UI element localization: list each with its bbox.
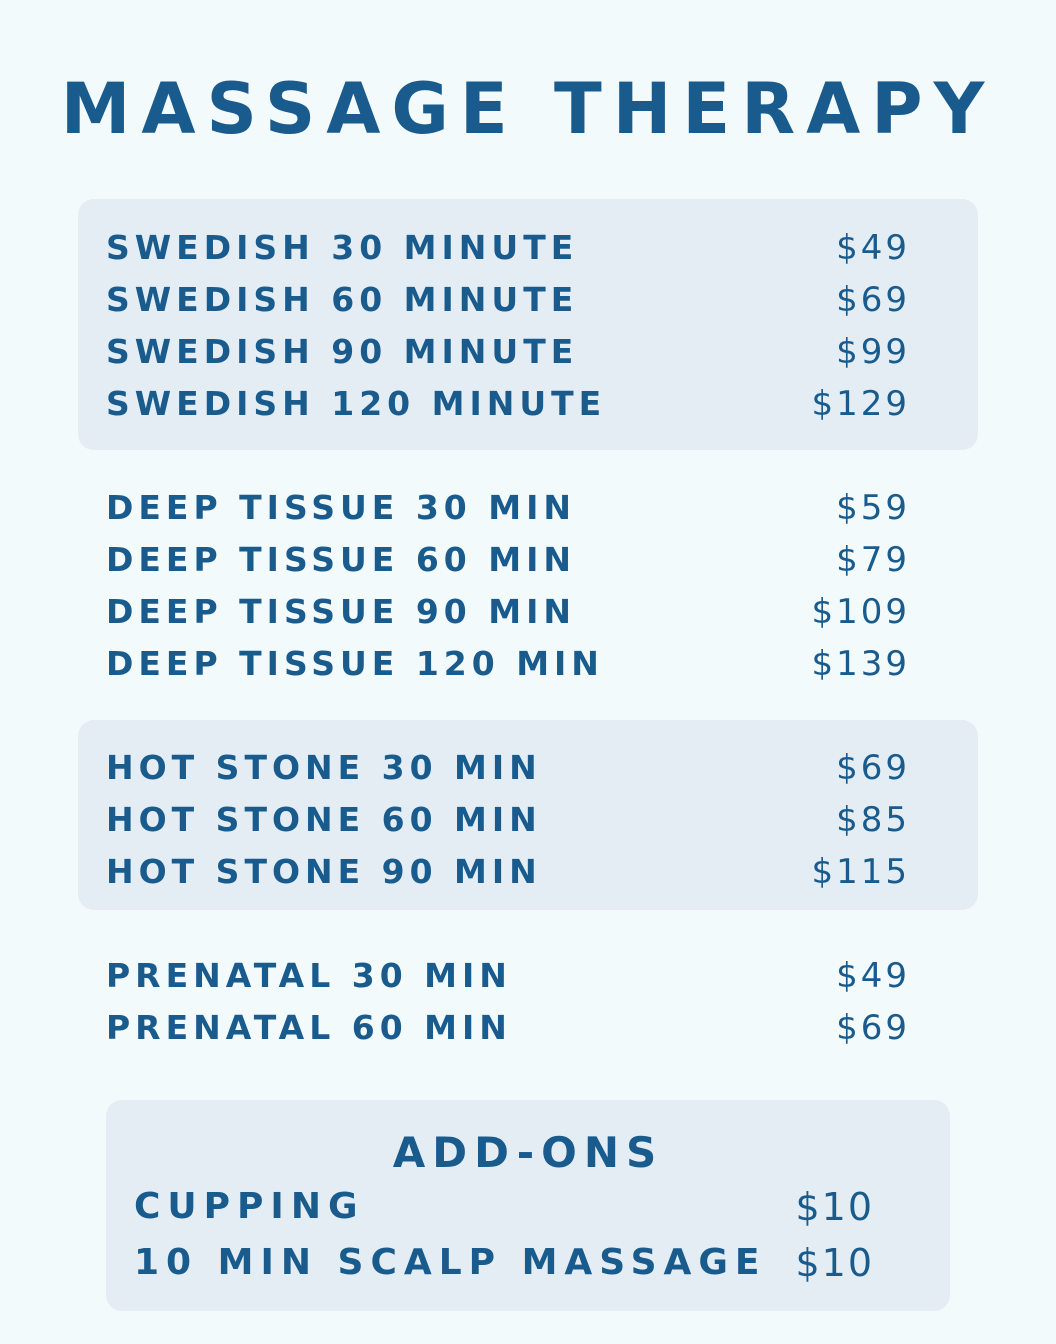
- item-name: SWEDISH 90 MINUTE: [106, 332, 579, 371]
- menu-item: [106, 482, 910, 534]
- menu-item: [106, 846, 910, 898]
- item-name: DEEP TISSUE 30 MIN: [106, 488, 576, 527]
- menu-item: [106, 274, 910, 326]
- item-name: DEEP TISSUE 120 MIN: [106, 644, 604, 683]
- prenatal-group: [78, 928, 978, 1068]
- item-name: PRENATAL 30 MIN: [106, 956, 512, 995]
- menu-item: [106, 950, 910, 1002]
- item-price: $69: [836, 1008, 910, 1048]
- item-price: $129: [811, 384, 910, 424]
- item-name: SWEDISH 30 MINUTE: [106, 228, 579, 267]
- menu-item: [106, 638, 910, 690]
- item-price: $59: [836, 488, 910, 528]
- item-price: $69: [836, 748, 910, 788]
- item-price: $109: [811, 592, 910, 632]
- addon-name: CUPPING: [134, 1186, 365, 1227]
- item-price: $49: [836, 956, 910, 996]
- menu-item: [106, 586, 910, 638]
- menu-item: [106, 534, 910, 586]
- menu-item: [106, 1002, 910, 1054]
- menu-item: [106, 222, 910, 274]
- hot-stone-group: [78, 720, 978, 910]
- item-name: SWEDISH 60 MINUTE: [106, 280, 579, 319]
- menu-item: [106, 742, 910, 794]
- item-name: DEEP TISSUE 60 MIN: [106, 540, 576, 579]
- item-price: $85: [836, 800, 910, 840]
- item-price: $49: [836, 228, 910, 268]
- menu-item: [106, 794, 910, 846]
- item-name: DEEP TISSUE 90 MIN: [106, 592, 576, 631]
- item-name: HOT STONE 90 MIN: [106, 852, 542, 891]
- addon-item: [134, 1179, 874, 1235]
- menu-item: [106, 378, 910, 430]
- addon-name: 10 MIN SCALP MASSAGE: [134, 1242, 767, 1283]
- addon-price: $10: [795, 1185, 874, 1229]
- item-price: $69: [836, 280, 910, 320]
- swedish-group: [78, 199, 978, 450]
- item-price: $115: [811, 852, 910, 892]
- addons-title: ADD-ONS: [392, 1128, 664, 1177]
- item-price: $99: [836, 332, 910, 372]
- menu-item: [106, 326, 910, 378]
- item-name: SWEDISH 120 MINUTE: [106, 384, 607, 423]
- item-name: PRENATAL 60 MIN: [106, 1008, 512, 1047]
- deep-tissue-group: [78, 459, 978, 710]
- addon-price: $10: [795, 1241, 874, 1285]
- item-price: $79: [836, 540, 910, 580]
- page-title: MASSAGE THERAPY: [60, 68, 996, 150]
- item-name: HOT STONE 60 MIN: [106, 800, 542, 839]
- item-name: HOT STONE 30 MIN: [106, 748, 542, 787]
- addons-panel: [106, 1100, 950, 1311]
- addon-item: [134, 1235, 874, 1291]
- item-price: $139: [811, 644, 910, 684]
